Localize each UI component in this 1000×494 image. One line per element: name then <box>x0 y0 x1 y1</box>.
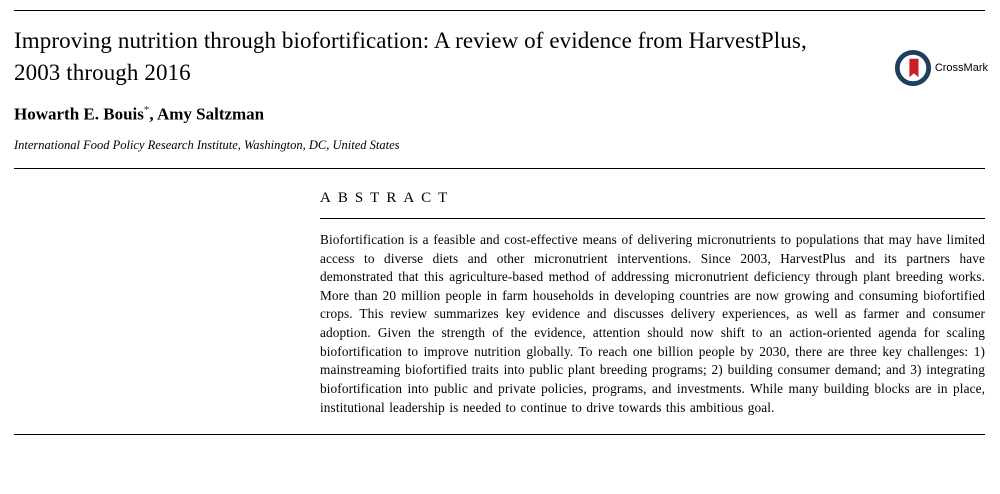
article-header <box>0 25 1000 153</box>
article-body-region <box>0 169 1000 417</box>
left-column-spacer <box>14 169 320 417</box>
abstract-column <box>320 169 985 417</box>
crossmark-label: CrossMark <box>934 62 988 74</box>
article-title: Improving nutrition through biofortification: A review of evidence from HarvestPlus, 2003 through 2016 <box>14 28 807 86</box>
author-line <box>14 104 985 125</box>
author-second: Amy Saltzman <box>156 105 265 125</box>
abstract-heading-rule <box>320 218 985 219</box>
author-corresponding-marker: * <box>143 104 150 117</box>
bottom-rule <box>14 434 985 435</box>
abstract-heading: ABSTRACT <box>320 190 455 207</box>
author-separator: , <box>149 105 157 125</box>
crossmark-icon <box>894 49 932 87</box>
abstract-text: Biofortification is a feasible and cost-effective means of delivering micronutrients to populations that may have limited access to diverse diets and other micronutrient interventions. Since 2003, HarvestPlus and its partners have demonstrated that this agriculture-based method of addressing micronutrient deficiency through plant breeding works. More than 20 million people in farm households in developing countries are now growing and consuming biofortified crops. This review summarizes key evidence and discusses delivery experiences, as well as farmer and consumer adoption. Given the strength of the evidence, attention should now shift to an action-oriented agenda for scaling biofortification to improve nutrition globally. To reach one billion people by 2030, there are three key challenges: 1) mainstreaming biofortified traits into public plant breeding programs; 2) building consumer demand; and 3) integrating biofortification into public and private policies, programs, and investments. While many building blocks are in place, institutional leadership is needed to continue to drive towards this ambitious goal. <box>320 232 985 415</box>
affiliation-line: International Food Policy Research Institute, Washington, DC, United States <box>14 138 400 153</box>
top-rule <box>14 10 985 11</box>
author-first: Howarth E. Bouis <box>14 105 144 125</box>
crossmark-badge[interactable] <box>894 49 988 87</box>
